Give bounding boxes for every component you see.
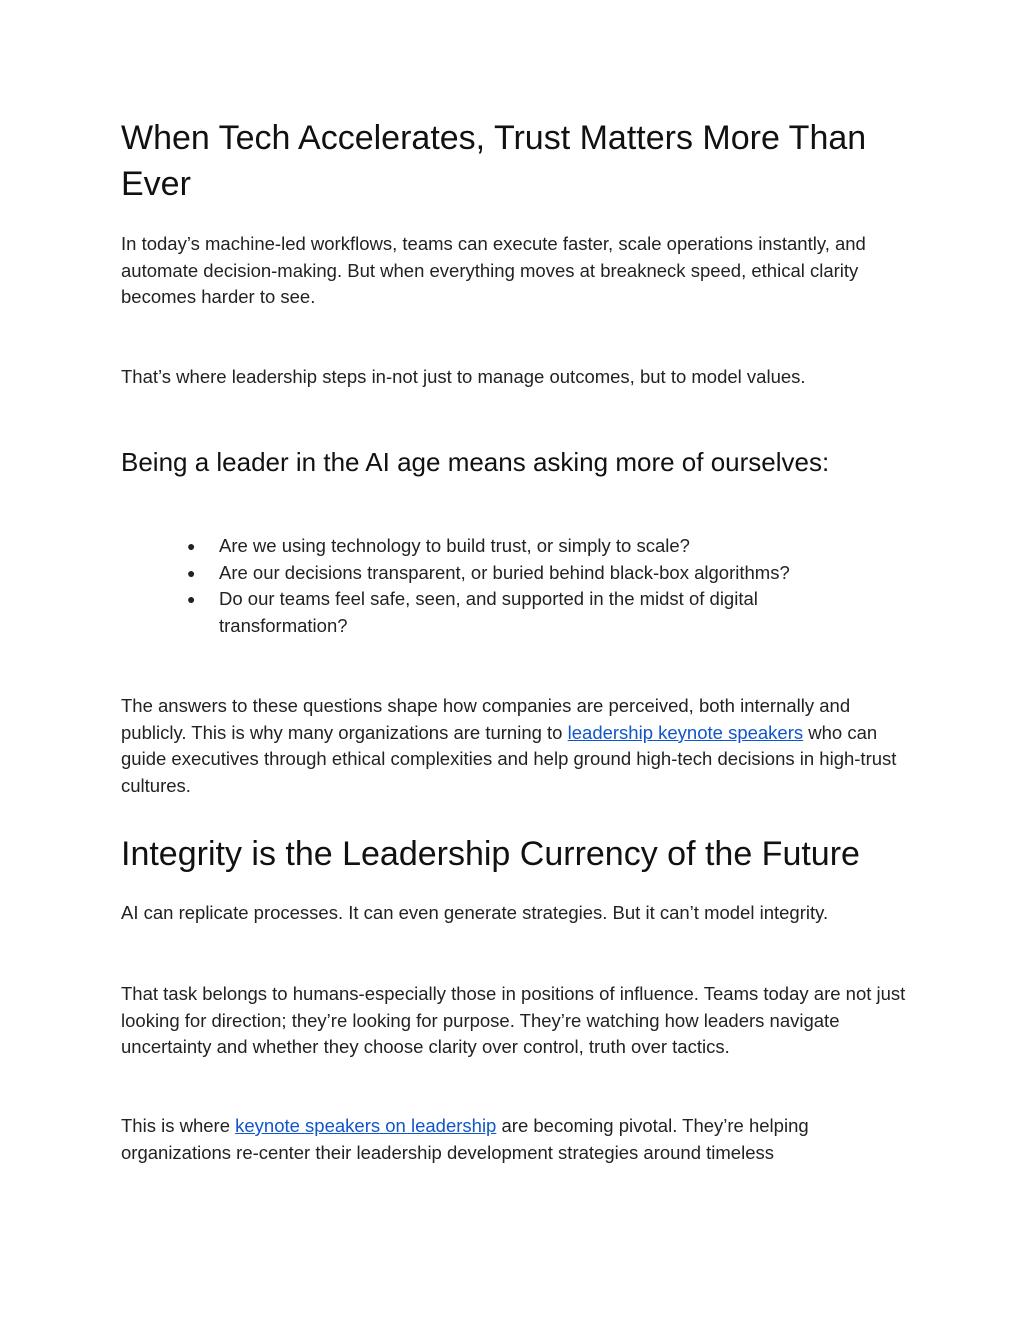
answers-paragraph <box>121 693 911 799</box>
leadership-keynote-speakers-link[interactable]: leadership keynote speakers <box>567 721 804 743</box>
list-item <box>187 560 847 587</box>
leadership-paragraph: That’s where leadership steps in-not just to manage outcomes, but to model values. <box>121 366 806 387</box>
bullet-icon: ● <box>187 591 196 607</box>
bullet-icon: ● <box>187 538 196 554</box>
pivotal-paragraph <box>121 1113 911 1166</box>
keynote-speakers-on-leadership-link[interactable]: keynote speakers on leadership <box>235 1115 497 1136</box>
list-item-text: Are we using technology to build trust, or simply to scale? <box>219 535 690 556</box>
question-list <box>187 533 847 639</box>
list-item <box>187 533 847 560</box>
list-item <box>187 586 847 639</box>
list-item-text: Do our teams feel safe, seen, and supported in the midst of digital transformation? <box>219 588 758 636</box>
bullet-icon: ● <box>187 564 196 581</box>
section-heading: Integrity is the Leadership Currency of the Future <box>121 835 860 873</box>
intro-paragraph: In today’s machine-led workflows, teams can execute faster, scale operations instantly, and automate decision-making. But when everything moves at breakneck speed, ethical clarity becomes harder to see. <box>121 233 866 307</box>
pivotal-text-before: This is where <box>121 1115 236 1136</box>
answers-text-after: who can guide executives through ethical complexities and help ground high-tech decisions in high-trust cultures. <box>121 721 897 796</box>
subheading: Being a leader in the AI age means asking more of ourselves: <box>121 447 830 477</box>
pivotal-text-after: are becoming pivotal. They’re helping organizations re-center their leadership development strategies around timeless <box>121 1115 809 1163</box>
list-item-text: Are our decisions transparent, or buried behind black-box algorithms? <box>219 561 790 583</box>
page-title: When Tech Accelerates, Trust Matters More Than Ever <box>121 119 867 203</box>
humans-paragraph: That task belongs to humans-especially those in positions of influence. Teams today are not just looking for direction; they’re looking for purpose. They’re watching how leaders navigate uncertainty and whether they choose clarity over control, truth over tactics. <box>121 983 906 1057</box>
answers-text-before: The answers to these questions shape how companies are perceived, both internally and publicly. This is why many organizations are turning to <box>121 695 851 743</box>
ai-paragraph: AI can replicate processes. It can even generate strategies. But it can’t model integrity. <box>121 902 829 923</box>
